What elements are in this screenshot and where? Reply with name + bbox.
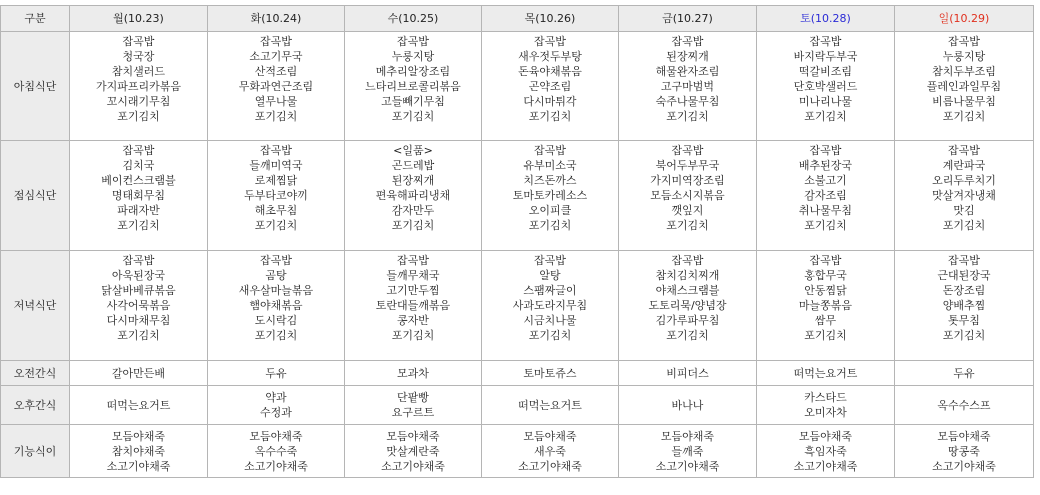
menu-item: 떠먹는요거트 xyxy=(106,398,171,412)
menu-item: 포기김치 xyxy=(804,329,847,342)
menu-item: 새우살마늘볶음 xyxy=(238,284,314,297)
menu-item: 흑임자죽 xyxy=(804,444,847,458)
menu-item: 잡곡밥 xyxy=(122,35,155,48)
menu-item: 콩자반 xyxy=(397,314,429,327)
menu-cell xyxy=(208,425,345,478)
menu-item: 배추된장국 xyxy=(798,159,853,172)
menu-item: 잡곡밥 xyxy=(809,254,842,267)
menu-item: 참치김치찌개 xyxy=(655,269,720,282)
menu-item: 잡곡밥 xyxy=(534,144,566,157)
menu-cell xyxy=(619,32,757,141)
menu-item: 두유 xyxy=(953,366,975,380)
menu-item: 소고기야채죽 xyxy=(655,459,720,473)
menu-item: 참치야채죽 xyxy=(111,444,166,458)
menu-cell xyxy=(208,386,345,425)
menu-item: 토란대들깨볶음 xyxy=(375,299,451,312)
menu-item: 누룽지탕 xyxy=(942,50,986,63)
menu-item: 포기김치 xyxy=(528,329,572,342)
meal-row-label: 오후간식 xyxy=(1,386,70,425)
meal-row-breakfast xyxy=(1,32,1034,141)
menu-item: 아욱된장국 xyxy=(111,269,166,282)
weekly-menu-table xyxy=(0,5,1034,478)
menu-item: 야채스크램블 xyxy=(655,284,720,297)
menu-item: 떠먹는요거트 xyxy=(793,366,858,380)
menu-item: 고구마범벅 xyxy=(660,80,715,93)
menu-item: 포기김치 xyxy=(804,110,847,123)
menu-item: 모듬야채죽 xyxy=(111,429,166,443)
menu-item: 해물완자조림 xyxy=(655,65,720,78)
menu-item: 포기김치 xyxy=(804,219,847,232)
menu-item: 모듬야채죽 xyxy=(249,429,303,443)
menu-cell xyxy=(482,425,619,478)
menu-item: 단호박샐러드 xyxy=(793,80,858,93)
menu-cell xyxy=(757,361,895,386)
menu-item: 사각어묵볶음 xyxy=(106,299,171,312)
menu-cell xyxy=(619,361,757,386)
menu-item: 맛살겨자냉채 xyxy=(932,189,996,202)
menu-item: 가지미역장조림 xyxy=(650,174,725,187)
menu-item: 포기김치 xyxy=(391,219,435,232)
menu-item: 명태회무침 xyxy=(111,189,166,202)
menu-item: 알탕 xyxy=(539,269,561,282)
menu-item: 누룽지탕 xyxy=(391,50,435,63)
menu-item: 오미자차 xyxy=(804,406,847,419)
menu-item: 고기만두찜 xyxy=(386,284,440,297)
menu-item: 두유 xyxy=(265,366,287,380)
menu-item: 꼬시래기무침 xyxy=(106,95,171,108)
menu-item: 고들빼기무침 xyxy=(381,95,445,108)
menu-item: 모듬야채죽 xyxy=(386,429,440,443)
menu-item: 톳무침 xyxy=(948,314,980,327)
menu-item: 들깨무채국 xyxy=(386,269,440,282)
menu-item: 햄야채볶음 xyxy=(249,299,303,312)
menu-item: 다시마채무침 xyxy=(106,314,171,327)
menu-item: 파래자반 xyxy=(117,204,160,217)
menu-cell xyxy=(482,386,619,425)
menu-item: 요구르트 xyxy=(391,406,435,419)
menu-item: 포기김치 xyxy=(666,110,709,123)
menu-cell xyxy=(895,251,1034,361)
menu-item: 취나물무침 xyxy=(798,204,853,217)
header-row xyxy=(1,6,1034,32)
menu-item: 잡곡밥 xyxy=(122,144,155,157)
menu-cell xyxy=(345,361,482,386)
menu-item: 포기김치 xyxy=(117,219,160,232)
menu-item: 감자조림 xyxy=(804,189,847,202)
meal-row-am-snack xyxy=(1,361,1034,386)
menu-item: 잡곡밥 xyxy=(809,35,842,48)
menu-item: 잡곡밥 xyxy=(260,144,292,157)
menu-item: 포기김치 xyxy=(942,219,986,232)
menu-item: 오리두루치기 xyxy=(932,174,996,187)
menu-item: 잡곡밥 xyxy=(260,35,292,48)
meal-row-dinner xyxy=(1,251,1034,361)
menu-cell xyxy=(895,32,1034,141)
menu-item: 땅콩죽 xyxy=(948,444,980,458)
menu-item: 북어두부무국 xyxy=(655,159,720,172)
menu-item: 포기김치 xyxy=(254,219,298,232)
menu-cell xyxy=(208,141,345,251)
menu-item: 모과차 xyxy=(397,366,429,380)
meal-row-lunch xyxy=(1,141,1034,251)
header-label: 구분 xyxy=(1,6,70,32)
menu-item: 잡곡밥 xyxy=(534,35,566,48)
menu-item: 로제찜닭 xyxy=(254,174,298,187)
menu-item: 잡곡밥 xyxy=(397,35,429,48)
menu-item: 청국장 xyxy=(122,50,155,63)
menu-item: 소고기야채죽 xyxy=(381,459,445,473)
menu-item: 토마토쥬스 xyxy=(523,366,577,380)
menu-item: 잡곡밥 xyxy=(397,254,429,267)
menu-item: 열무나물 xyxy=(254,95,298,108)
menu-cell xyxy=(208,251,345,361)
menu-item: 잡곡밥 xyxy=(671,254,704,267)
day-header: 월(10.23) xyxy=(70,6,208,32)
menu-item: 갈아만든배 xyxy=(111,366,166,380)
menu-item: 느타리브로콜리볶음 xyxy=(365,80,461,93)
menu-item: 포기김치 xyxy=(117,110,160,123)
menu-item: 치즈돈까스 xyxy=(523,174,577,187)
menu-cell xyxy=(895,425,1034,478)
menu-item: 떡갈비조림 xyxy=(798,65,853,78)
day-header-saturday: 토(10.28) xyxy=(757,6,895,32)
meal-row-pm-snack xyxy=(1,386,1034,425)
menu-cell xyxy=(482,141,619,251)
menu-item: 김가루파무침 xyxy=(655,314,720,327)
menu-item: 들깨미역국 xyxy=(249,159,303,172)
day-header-sunday: 일(10.29) xyxy=(895,6,1034,32)
menu-cell xyxy=(482,361,619,386)
menu-item: 곰탕 xyxy=(265,269,287,282)
menu-item: 포기김치 xyxy=(254,329,298,342)
menu-item: 잡곡밥 xyxy=(260,254,292,267)
menu-item: 도시락김 xyxy=(254,314,298,327)
menu-item: 참치샐러드 xyxy=(111,65,166,78)
menu-item: 오이피클 xyxy=(528,204,572,217)
menu-item: 양배추찜 xyxy=(942,299,986,312)
meal-row-label: 아침식단 xyxy=(1,32,70,141)
menu-cell xyxy=(757,141,895,251)
menu-cell xyxy=(345,425,482,478)
menu-item: 새우죽 xyxy=(534,444,566,458)
menu-item: 시금치나물 xyxy=(523,314,577,327)
menu-item: 참치두부조림 xyxy=(932,65,996,78)
menu-item: 무화과연근조림 xyxy=(238,80,314,93)
meal-row-label: 저녁식단 xyxy=(1,251,70,361)
menu-item: <일품> xyxy=(393,144,433,157)
day-header: 금(10.27) xyxy=(619,6,757,32)
menu-item: 베이컨스크램블 xyxy=(101,174,176,187)
menu-item: 바나나 xyxy=(671,398,704,412)
menu-item: 새우젓두부탕 xyxy=(518,50,582,63)
menu-item: 포기김치 xyxy=(666,329,709,342)
menu-cell xyxy=(70,425,208,478)
meal-row-label: 점심식단 xyxy=(1,141,70,251)
menu-cell xyxy=(208,361,345,386)
menu-item: 포기김치 xyxy=(117,329,160,342)
menu-item: 스팸짜글이 xyxy=(523,284,577,297)
menu-item: 떠먹는요거트 xyxy=(518,398,582,412)
menu-cell xyxy=(70,361,208,386)
menu-item: 모듬야채죽 xyxy=(660,429,715,443)
menu-item: 포기김치 xyxy=(528,110,572,123)
menu-item: 잡곡밥 xyxy=(809,144,842,157)
menu-item: 홍합무국 xyxy=(804,269,847,282)
menu-item: 곤약조림 xyxy=(528,80,572,93)
menu-cell xyxy=(619,386,757,425)
menu-item: 단팥빵 xyxy=(397,391,429,404)
menu-item: 포기김치 xyxy=(942,110,986,123)
menu-item: 다시마튀각 xyxy=(523,95,577,108)
menu-item: 잡곡밥 xyxy=(671,35,704,48)
menu-cell xyxy=(482,251,619,361)
menu-item: 소고기야채죽 xyxy=(106,459,171,473)
meal-row-functional xyxy=(1,425,1034,478)
menu-item: 안동찜닭 xyxy=(804,284,847,297)
menu-cell xyxy=(482,32,619,141)
menu-item: 소불고기 xyxy=(804,174,847,187)
meal-row-label: 기능식이 xyxy=(1,425,70,478)
menu-item: 소고기야채죽 xyxy=(793,459,858,473)
menu-item: 깻잎지 xyxy=(671,204,704,217)
menu-cell xyxy=(345,32,482,141)
menu-item: 돈장조림 xyxy=(942,284,986,297)
menu-cell xyxy=(895,386,1034,425)
menu-item: 잡곡밥 xyxy=(671,144,704,157)
menu-item: 소고기야채죽 xyxy=(518,459,582,473)
menu-item: 쌈무 xyxy=(814,314,837,327)
day-header: 수(10.25) xyxy=(345,6,482,32)
menu-cell xyxy=(895,361,1034,386)
menu-item: 카스타드 xyxy=(804,391,847,404)
menu-item: 소고기야채죽 xyxy=(244,459,308,473)
menu-item: 소고기야채죽 xyxy=(932,459,996,473)
menu-item: 플레인과일무침 xyxy=(926,80,1002,93)
menu-item: 감자만두 xyxy=(391,204,435,217)
menu-cell xyxy=(345,141,482,251)
menu-cell xyxy=(70,386,208,425)
meal-row-label: 오전간식 xyxy=(1,361,70,386)
menu-item: 옥수수죽 xyxy=(254,444,298,458)
menu-item: 사과도라지무침 xyxy=(512,299,588,312)
menu-item: 옥수수스프 xyxy=(937,398,991,412)
menu-item: 가지파프리카볶음 xyxy=(95,80,181,93)
menu-item: 산적조림 xyxy=(254,65,298,78)
menu-item: 비름나물무침 xyxy=(932,95,996,108)
menu-item: 바지락두부국 xyxy=(793,50,858,63)
menu-cell xyxy=(70,251,208,361)
menu-item: 유부미소국 xyxy=(523,159,577,172)
menu-item: 계란파국 xyxy=(942,159,986,172)
menu-item: 곤드레밥 xyxy=(391,159,435,172)
menu-item: 모듬소시지볶음 xyxy=(650,189,725,202)
menu-item: 모듬야채죽 xyxy=(523,429,577,443)
menu-cell xyxy=(345,386,482,425)
menu-item: 토마토카레소스 xyxy=(512,189,588,202)
menu-item: 마늘쫑볶음 xyxy=(798,299,853,312)
menu-item: 포기김치 xyxy=(254,110,298,123)
menu-item: 잡곡밥 xyxy=(948,35,980,48)
menu-item: 도토리묵/양념장 xyxy=(648,299,727,312)
menu-cell xyxy=(757,251,895,361)
menu-cell xyxy=(345,251,482,361)
menu-item: 근대된장국 xyxy=(937,269,991,282)
menu-item: 미나리나물 xyxy=(798,95,853,108)
menu-item: 모듬야채죽 xyxy=(798,429,853,443)
menu-item: 잡곡밥 xyxy=(948,254,980,267)
menu-cell xyxy=(757,32,895,141)
menu-cell xyxy=(70,32,208,141)
menu-item: 두부타코야끼 xyxy=(244,189,308,202)
menu-item: 모듬야채죽 xyxy=(937,429,991,443)
menu-cell xyxy=(208,32,345,141)
menu-cell xyxy=(757,425,895,478)
menu-item: 잡곡밥 xyxy=(948,144,980,157)
menu-item: 수정과 xyxy=(260,406,292,419)
menu-item: 맛살계란죽 xyxy=(386,444,440,458)
menu-item: 약과 xyxy=(265,391,287,404)
menu-item: 닭살바베큐볶음 xyxy=(101,284,176,297)
day-header: 목(10.26) xyxy=(482,6,619,32)
menu-item: 소고기무국 xyxy=(249,50,303,63)
menu-item: 포기김치 xyxy=(666,219,709,232)
menu-item: 비피더스 xyxy=(666,366,709,380)
menu-item: 잡곡밥 xyxy=(534,254,566,267)
menu-item: 돈육야채볶음 xyxy=(518,65,582,78)
menu-item: 편육해파리냉채 xyxy=(375,189,451,202)
menu-item: 김치국 xyxy=(122,159,155,172)
menu-item: 포기김치 xyxy=(391,329,435,342)
menu-item: 들깨죽 xyxy=(671,444,704,458)
menu-cell xyxy=(619,141,757,251)
menu-cell xyxy=(619,425,757,478)
day-header: 화(10.24) xyxy=(208,6,345,32)
menu-item: 메추리알장조림 xyxy=(375,65,451,78)
menu-item: 숙주나물무침 xyxy=(655,95,720,108)
menu-item: 된장찌개 xyxy=(666,50,709,63)
menu-cell xyxy=(619,251,757,361)
menu-item: 맛김 xyxy=(953,204,975,217)
menu-item: 해초무침 xyxy=(254,204,298,217)
menu-item: 포기김치 xyxy=(528,219,572,232)
menu-cell xyxy=(757,386,895,425)
menu-cell xyxy=(70,141,208,251)
menu-item: 포기김치 xyxy=(391,110,435,123)
menu-cell xyxy=(895,141,1034,251)
menu-item: 잡곡밥 xyxy=(122,254,155,267)
menu-item: 포기김치 xyxy=(942,329,986,342)
menu-item: 된장찌개 xyxy=(391,174,435,187)
